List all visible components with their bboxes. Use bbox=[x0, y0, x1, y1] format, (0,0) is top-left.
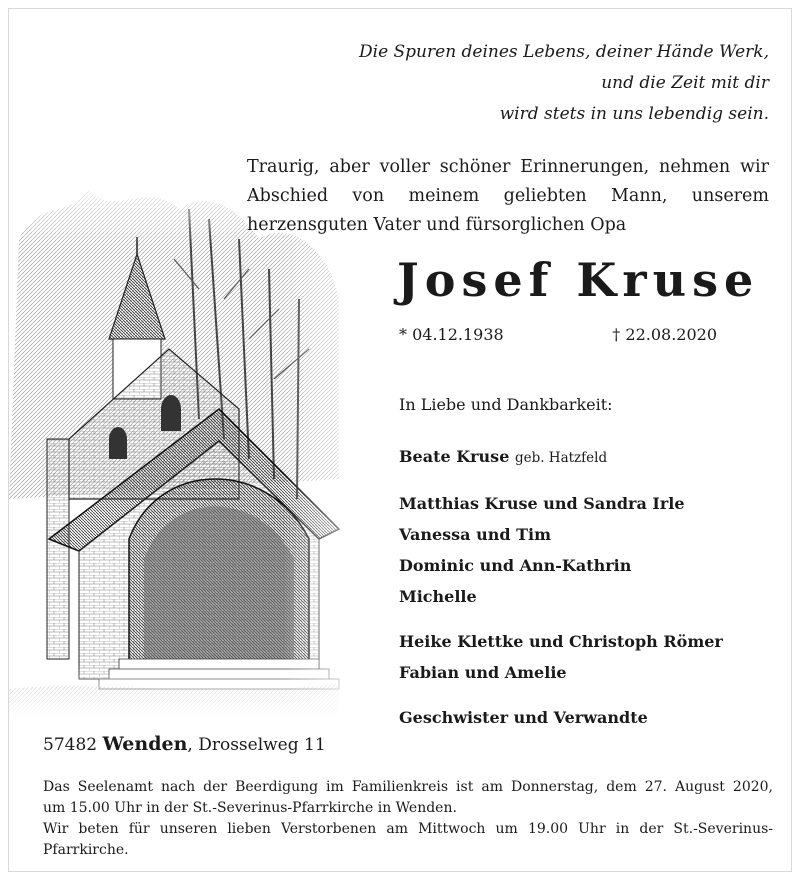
intro-line: Abschied von meinem geliebten Mann, unserem bbox=[247, 186, 769, 206]
mourner-name: Fabian und Amelie bbox=[399, 663, 567, 682]
service-info bbox=[43, 777, 773, 861]
intro-line: Traurig, aber voller schöner Erinnerungen, nehmen wir bbox=[247, 157, 769, 177]
mourner-group bbox=[399, 488, 723, 612]
mourner-name: Beate Kruse bbox=[399, 447, 510, 466]
street: , Drosselweg 11 bbox=[187, 735, 326, 755]
address bbox=[43, 733, 326, 755]
birth-date: * 04.12.1938 bbox=[399, 325, 504, 344]
mourner-name: Matthias Kruse und Sandra Irle bbox=[399, 494, 685, 513]
mourner-group bbox=[399, 441, 723, 474]
chapel-drawing bbox=[9, 179, 389, 719]
city: Wenden bbox=[102, 733, 188, 755]
death-date: † 22.08.2020 bbox=[612, 325, 717, 344]
thanks-line: In Liebe und Dankbarkeit: bbox=[399, 395, 613, 414]
verse-line: und die Zeit mit dir bbox=[601, 73, 769, 93]
mourner-name: Heike Klettke und Christoph Römer bbox=[399, 632, 723, 651]
service-line: Das Seelenamt nach der Beerdigung im Familienkreis ist am Donnerstag, dem 27. August 2020, bbox=[43, 779, 773, 795]
mourners-list bbox=[399, 441, 723, 747]
mourner-name: Dominic und Ann-Kathrin bbox=[399, 556, 632, 575]
intro-line: herzensguten Vater und fürsorglichen Opa bbox=[247, 215, 627, 235]
maiden-name: geb. Hatzfeld bbox=[514, 450, 608, 466]
verse-line: Die Spuren deines Lebens, deiner Hände Werk, bbox=[359, 42, 769, 62]
obituary-notice bbox=[8, 8, 792, 872]
mourner-group bbox=[399, 626, 723, 688]
mourner-name: Vanessa und Tim bbox=[399, 525, 552, 544]
intro-text bbox=[247, 153, 769, 240]
verse-line: wird stets in uns lebendig sein. bbox=[499, 104, 769, 124]
verse bbox=[359, 37, 769, 130]
mourner-name: Michelle bbox=[399, 587, 477, 606]
mourner-group bbox=[399, 702, 723, 733]
service-line: um 15.00 Uhr in der St.-Severinus-Pfarrkirche in Wenden. bbox=[43, 800, 457, 816]
life-dates bbox=[399, 325, 717, 344]
zip-code: 57482 bbox=[43, 735, 98, 755]
mourner-name: Geschwister und Verwandte bbox=[399, 708, 648, 727]
deceased-name: Josef Kruse bbox=[397, 253, 760, 307]
service-line: Wir beten für unseren lieben Verstorbenen am Mittwoch um 19.00 Uhr in der St.-Severinus- bbox=[43, 821, 773, 837]
service-line: Pfarrkirche. bbox=[43, 842, 129, 858]
